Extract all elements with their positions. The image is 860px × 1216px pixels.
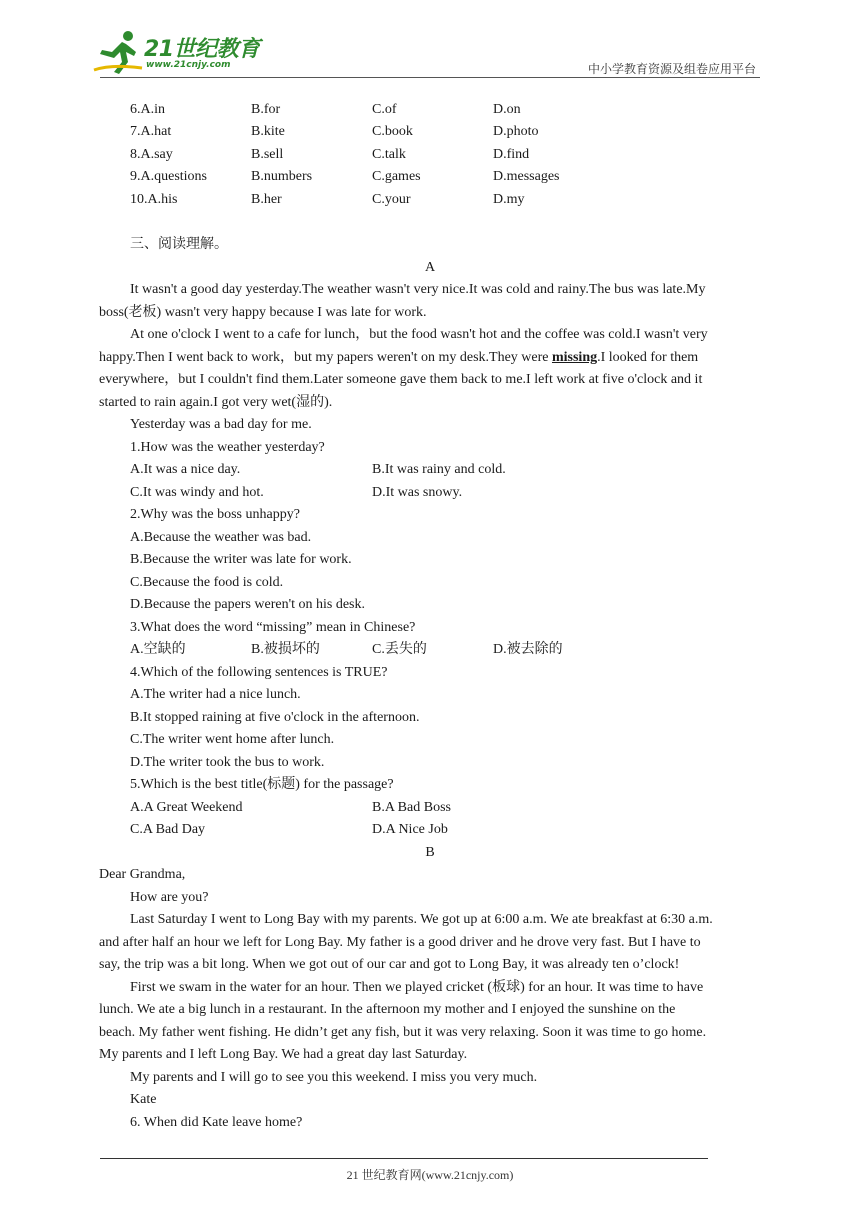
paragraph-line: and after half an hour we left for Long Bay. My father is a good driver and he drove very fast. But I have to xyxy=(99,935,701,950)
logo-text: 21世纪教育 xyxy=(144,37,260,62)
paragraph-line: At one o'clock I went to a cafe for lunch，but the food wasn't hot and the coffee was cold.I wasn't very xyxy=(130,327,708,342)
paragraph-line: lunch. We ate a big lunch in a restaurant. In the afternoon my mother and I enjoyed the sunshine on the xyxy=(99,1002,676,1017)
highlighted-word: missing xyxy=(551,350,598,365)
paragraph-line: First we swam in the water for an hour. Then we played cricket (板球) for an hour. It was time to have xyxy=(130,980,704,995)
paragraph-line: My parents and I left Long Bay. We had a great day last Saturday. xyxy=(99,1047,468,1062)
option: 6.A.in xyxy=(130,102,165,117)
choice: D.Because the papers weren't on his desk. xyxy=(130,597,366,612)
runner-logo-icon xyxy=(92,30,146,76)
paragraph-text: happy.Then I went back to work，but my papers weren't on my desk.They were xyxy=(99,350,552,365)
footer-divider xyxy=(100,1158,708,1159)
choice: A.The writer had a nice lunch. xyxy=(130,687,301,702)
choice: A.Because the weather was bad. xyxy=(130,530,312,545)
question: 5.Which is the best title(标题) for the passage? xyxy=(130,777,394,792)
choice: B.It was rainy and cold. xyxy=(372,462,506,477)
page-header xyxy=(0,0,860,82)
site-logo xyxy=(92,30,262,78)
paragraph-text: .I looked for them xyxy=(597,350,699,365)
letter-greeting: Dear Grandma, xyxy=(99,867,186,882)
choice: B.It stopped raining at five o'clock in the afternoon. xyxy=(130,710,420,725)
choice: C.It was windy and hot. xyxy=(130,485,264,500)
choice: C.A Bad Day xyxy=(130,822,206,837)
option: C.your xyxy=(372,192,411,207)
paragraph-line: Yesterday was a bad day for me. xyxy=(130,417,312,432)
passage-label-b: B xyxy=(425,845,435,860)
choice: B.Because the writer was late for work. xyxy=(130,552,352,567)
option: 8.A.say xyxy=(130,147,173,162)
option: B.kite xyxy=(251,124,285,139)
section-title: 三、阅读理解。 xyxy=(130,237,228,252)
choice: A.It was a nice day. xyxy=(130,462,241,477)
option: C.talk xyxy=(372,147,406,162)
option: D.on xyxy=(493,102,521,117)
option: B.numbers xyxy=(251,169,313,184)
option: 10.A.his xyxy=(130,192,178,207)
choice: C.Because the food is cold. xyxy=(130,575,284,590)
letter-signature: Kate xyxy=(130,1092,157,1107)
platform-title: 中小学教育资源及组卷应用平台 xyxy=(587,62,756,76)
choice: D.It was snowy. xyxy=(372,485,463,500)
question: 1.How was the weather yesterday? xyxy=(130,440,325,455)
paragraph-line: beach. My father went fishing. He didn’t get any fish, but it was very relaxing. Soon it was time to go home. xyxy=(99,1025,707,1040)
paragraph-line: Last Saturday I went to Long Bay with my parents. We got up at 6:00 a.m. We ate breakfast at 6:30 a.m. xyxy=(130,912,713,927)
choice: D.A Nice Job xyxy=(372,822,448,837)
question: 3.What does the word “missing” mean in Chinese? xyxy=(130,620,416,635)
option: B.her xyxy=(251,192,282,207)
logo-url: www.21cnjy.com xyxy=(146,60,231,70)
option: C.of xyxy=(372,102,397,117)
option: 9.A.questions xyxy=(130,169,207,184)
question: 2.Why was the boss unhappy? xyxy=(130,507,300,522)
paragraph-line: started to rain again.I got very wet(湿的). xyxy=(99,395,333,410)
option: D.photo xyxy=(493,124,539,139)
question: 4.Which of the following sentences is TRUE? xyxy=(130,665,388,680)
option: C.games xyxy=(372,169,421,184)
paragraph-line: boss(老板) wasn't very happy because I was late for work. xyxy=(99,305,427,320)
paragraph-line: everywhere，but I couldn't find them.Later someone gave them back to me.I left work at five o'clock and it xyxy=(99,372,703,387)
option: 7.A.hat xyxy=(130,124,172,139)
choice: B.A Bad Boss xyxy=(372,800,451,815)
choice: A.空缺的 xyxy=(130,642,186,657)
paragraph-line: It wasn't a good day yesterday.The weather wasn't very nice.It was cold and rainy.The bus was late.My xyxy=(130,282,706,297)
choice: D.被去除的 xyxy=(493,642,563,657)
choice: A.A Great Weekend xyxy=(130,800,243,815)
paragraph-line: My parents and I will go to see you this weekend. I miss you very much. xyxy=(130,1070,538,1085)
paragraph-line: How are you? xyxy=(130,890,209,905)
option: D.find xyxy=(493,147,530,162)
paragraph-line: say, the trip was a bit long. When we got out of our car and got to Long Bay, it was already ten o’clock! xyxy=(99,957,680,972)
option: B.for xyxy=(251,102,281,117)
option: D.my xyxy=(493,192,525,207)
choice: B.被损坏的 xyxy=(251,642,320,657)
question: 6. When did Kate leave home? xyxy=(130,1115,303,1130)
choice: C.The writer went home after lunch. xyxy=(130,732,335,747)
option: B.sell xyxy=(251,147,284,162)
passage-label-a: A xyxy=(424,260,436,275)
option: D.messages xyxy=(493,169,560,184)
page-footer: 21 世纪教育网(www.21cnjy.com) xyxy=(346,1168,514,1182)
paragraph-line xyxy=(99,349,761,367)
option: C.book xyxy=(372,124,413,139)
header-divider xyxy=(100,77,760,78)
choice: C.丢失的 xyxy=(372,642,427,657)
choice: D.The writer took the bus to work. xyxy=(130,755,325,770)
